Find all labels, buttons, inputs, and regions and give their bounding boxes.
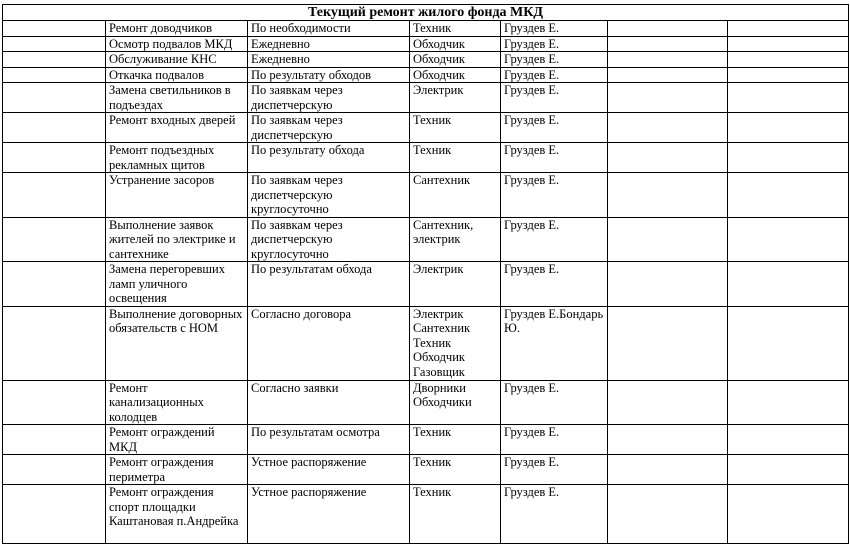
- table-row: [3, 21, 849, 37]
- extra-cell-2: [728, 425, 849, 455]
- schedule-cell: По результату обходов: [248, 67, 410, 83]
- extra-cell-2: [728, 485, 849, 544]
- schedule-cell: По заявкам через диспетчерскую: [248, 83, 410, 113]
- schedule-cell: Согласно договора: [248, 306, 410, 380]
- extra-cell-1: [608, 21, 728, 37]
- extra-cell-1: [608, 455, 728, 485]
- table-row: [3, 36, 849, 52]
- responsible-cell: Груздев Е.: [501, 425, 608, 455]
- blank-cell: [3, 143, 106, 173]
- table-row: [3, 83, 849, 113]
- schedule-cell: По необходимости: [248, 21, 410, 37]
- extra-cell-1: [608, 306, 728, 380]
- table-row: [3, 425, 849, 455]
- extra-cell-2: [728, 455, 849, 485]
- work-cell: Ремонт ограждения спорт площадки Каштановая п.Андрейка: [106, 485, 248, 544]
- schedule-cell: Ежедневно: [248, 36, 410, 52]
- extra-cell-1: [608, 67, 728, 83]
- responsible-cell: Груздев Е.: [501, 380, 608, 425]
- blank-cell: [3, 380, 106, 425]
- blank-cell: [3, 455, 106, 485]
- responsible-cell: Груздев Е.Бондарь Ю.: [501, 306, 608, 380]
- work-cell: Выполнение заявок жителей по электрике и сантехнике: [106, 217, 248, 262]
- work-cell: Откачка подвалов: [106, 67, 248, 83]
- extra-cell-2: [728, 36, 849, 52]
- work-cell: Ремонт ограждений МКД: [106, 425, 248, 455]
- work-cell: Замена перегоревших ламп уличного освещения: [106, 262, 248, 307]
- executor-cell: Электрик: [410, 83, 501, 113]
- schedule-cell: По заявкам через диспетчерскую круглосуточно: [248, 173, 410, 218]
- extra-cell-1: [608, 485, 728, 544]
- schedule-cell: По результатам обхода: [248, 262, 410, 307]
- executor-cell: Техник: [410, 425, 501, 455]
- responsible-cell: Груздев Е.: [501, 173, 608, 218]
- blank-cell: [3, 425, 106, 455]
- executor-cell: Электрик Сантехник Техник Обходчик Газовщик: [410, 306, 501, 380]
- extra-cell-2: [728, 21, 849, 37]
- table-row: [3, 217, 849, 262]
- responsible-cell: Груздев Е.: [501, 36, 608, 52]
- blank-cell: [3, 217, 106, 262]
- extra-cell-1: [608, 173, 728, 218]
- work-cell: Осмотр подвалов МКД: [106, 36, 248, 52]
- responsible-cell: Груздев Е.: [501, 455, 608, 485]
- table-title: Текущий ремонт жилого фонда МКД: [3, 5, 849, 21]
- extra-cell-2: [728, 113, 849, 143]
- table-row: [3, 113, 849, 143]
- work-cell: Ремонт доводчиков: [106, 21, 248, 37]
- executor-cell: Техник: [410, 455, 501, 485]
- executor-cell: Электрик: [410, 262, 501, 307]
- executor-cell: Обходчик: [410, 67, 501, 83]
- work-cell: Ремонт ограждения периметра: [106, 455, 248, 485]
- blank-cell: [3, 262, 106, 307]
- schedule-cell: По результату обхода: [248, 143, 410, 173]
- executor-cell: Сантехник: [410, 173, 501, 218]
- executor-cell: Обходчик: [410, 36, 501, 52]
- extra-cell-2: [728, 217, 849, 262]
- responsible-cell: Груздев Е.: [501, 262, 608, 307]
- extra-cell-1: [608, 425, 728, 455]
- blank-cell: [3, 21, 106, 37]
- work-cell: Ремонт подъездных рекламных щитов: [106, 143, 248, 173]
- table-row: [3, 455, 849, 485]
- maintenance-table: [2, 4, 849, 544]
- extra-cell-1: [608, 52, 728, 68]
- responsible-cell: Груздев Е.: [501, 217, 608, 262]
- blank-cell: [3, 113, 106, 143]
- work-cell: Замена светильников в подъездах: [106, 83, 248, 113]
- responsible-cell: Груздев Е.: [501, 485, 608, 544]
- extra-cell-1: [608, 143, 728, 173]
- responsible-cell: Груздев Е.: [501, 67, 608, 83]
- responsible-cell: Груздев Е.: [501, 21, 608, 37]
- blank-cell: [3, 485, 106, 544]
- extra-cell-2: [728, 306, 849, 380]
- work-cell: Выполнение договорных обязательств с НОМ: [106, 306, 248, 380]
- extra-cell-2: [728, 52, 849, 68]
- executor-cell: Техник: [410, 21, 501, 37]
- schedule-cell: По результатам осмотра: [248, 425, 410, 455]
- executor-cell: Сантехник, электрик: [410, 217, 501, 262]
- table-row: [3, 173, 849, 218]
- extra-cell-2: [728, 67, 849, 83]
- table-row: [3, 52, 849, 68]
- executor-cell: Дворники Обходчики: [410, 380, 501, 425]
- responsible-cell: Груздев Е.: [501, 52, 608, 68]
- schedule-cell: Устное распоряжение: [248, 455, 410, 485]
- title-row: [3, 5, 849, 21]
- extra-cell-2: [728, 83, 849, 113]
- executor-cell: Обходчик: [410, 52, 501, 68]
- table-row: [3, 306, 849, 380]
- table-row: [3, 380, 849, 425]
- blank-cell: [3, 83, 106, 113]
- extra-cell-1: [608, 113, 728, 143]
- schedule-cell: По заявкам через диспетчерскую круглосуточно: [248, 217, 410, 262]
- executor-cell: Техник: [410, 113, 501, 143]
- extra-cell-2: [728, 173, 849, 218]
- extra-cell-2: [728, 262, 849, 307]
- extra-cell-2: [728, 143, 849, 173]
- schedule-cell: Согласно заявки: [248, 380, 410, 425]
- blank-cell: [3, 36, 106, 52]
- work-cell: Ремонт входных дверей: [106, 113, 248, 143]
- work-cell: Устранение засоров: [106, 173, 248, 218]
- work-cell: Ремонт канализационных колодцев: [106, 380, 248, 425]
- blank-cell: [3, 52, 106, 68]
- extra-cell-1: [608, 380, 728, 425]
- schedule-cell: Ежедневно: [248, 52, 410, 68]
- table-row: [3, 67, 849, 83]
- responsible-cell: Груздев Е.: [501, 83, 608, 113]
- schedule-cell: Устное распоряжение: [248, 485, 410, 544]
- executor-cell: Техник: [410, 143, 501, 173]
- extra-cell-2: [728, 380, 849, 425]
- work-cell: Обслуживание КНС: [106, 52, 248, 68]
- blank-cell: [3, 67, 106, 83]
- extra-cell-1: [608, 83, 728, 113]
- table-row: [3, 262, 849, 307]
- extra-cell-1: [608, 262, 728, 307]
- extra-cell-1: [608, 36, 728, 52]
- responsible-cell: Груздев Е.: [501, 143, 608, 173]
- table-row: [3, 485, 849, 544]
- table-row: [3, 143, 849, 173]
- blank-cell: [3, 306, 106, 380]
- responsible-cell: Груздев Е.: [501, 113, 608, 143]
- blank-cell: [3, 173, 106, 218]
- executor-cell: Техник: [410, 485, 501, 544]
- schedule-cell: По заявкам через диспетчерскую: [248, 113, 410, 143]
- extra-cell-1: [608, 217, 728, 262]
